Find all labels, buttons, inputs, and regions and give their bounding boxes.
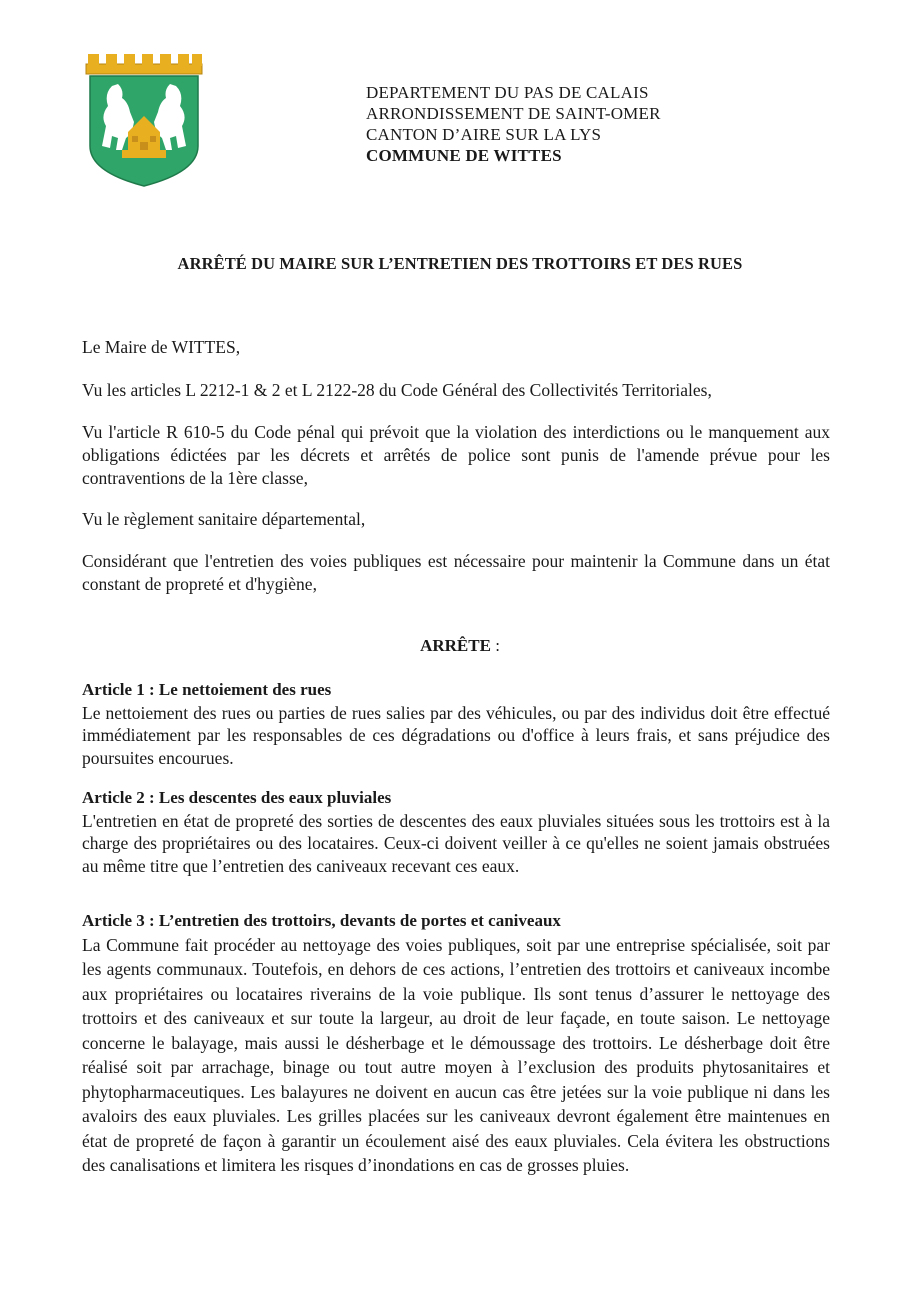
intro-vu-reglement: Vu le règlement sanitaire départemental, <box>82 509 366 529</box>
intro-vu-code-penal: Vu l'article R 610-5 du Code pénal qui prévoit que la violation des interdictions ou le manquement aux obligations édictées par les décrets et arrêtés de police sont punis de l'amende prévue pour les contraventions de la 1ère classe, <box>82 422 830 488</box>
header-departement: DEPARTEMENT DU PAS DE CALAIS <box>366 83 649 102</box>
header-canton: CANTON D’AIRE SUR LA LYS <box>366 125 602 144</box>
arrete-suffix: : <box>490 636 500 655</box>
article-2 <box>82 787 830 877</box>
article-title: Article 3 : L’entretien des trottoirs, devants de portes et caniveaux <box>82 911 561 930</box>
intro-vu-cgct: Vu les articles L 2212-1 & 2 et L 2122-28 du Code Général des Collectivités Territoriales, <box>82 380 712 400</box>
arrete-label: ARRÊTE <box>420 636 491 655</box>
coat-of-arms-icon <box>82 50 206 188</box>
article-title: Article 2 : Les descentes des eaux pluviales <box>82 788 392 807</box>
article-body: La Commune fait procéder au nettoyage des voies publiques, soit par une entreprise spécialisée, soit par les agents communaux. Toutefois, en dehors de ces actions, l’entretien des trottoirs et caniveaux incombe aux propriétaires ou locataires riverains de la voie publique. Ils sont tenus d’assurer le nettoyage des trottoirs et des caniveaux et sur toute la largeur, au droit de leur façade, en toute saison. Le nettoyage concerne le balayage, mais aussi le désherbage et le démoussage des trottoirs. Le désherbage doit être réalisé soit par arrachage, binage ou tout autre moyen à l’exclusion des produits phytosanitaires et phytopharmaceutiques. Les balayures ne doivent en aucun cas être jetées sur la voie publique ni dans les avaloirs des eaux pluviales. Les grilles placées sur les caniveaux devront également être maintenues en état de propreté de façon à garantir un écoulement aisé des eaux pluviales. Cela évitera les obstructions des canalisations et limitera les risques d’inondations en cas de grosses pluies. <box>82 934 830 1175</box>
header-arrondissement: ARRONDISSEMENT DE SAINT-OMER <box>366 104 661 123</box>
article-title: Article 1 : Le nettoiement des rues <box>82 680 332 699</box>
article-1 <box>82 679 830 769</box>
arrete-heading <box>0 636 920 656</box>
article-body: Le nettoiement des rues ou parties de rues salies par des véhicules, ou par des individus doit être effectué immédiatement par les responsables de ces dégradations ou d'office à leurs frais, et sans préjudice des poursuites encourues. <box>82 702 830 768</box>
article-body: L'entretien en état de propreté des sorties de descentes des eaux pluviales situées sous les trottoirs est à la charge des propriétaires ou des locataires. Ceux-ci doivent veiller à ce qu'elles ne soient jamais obstruées au même titre que l’entretien des caniveaux recevant ces eaux. <box>82 810 830 876</box>
article-3 <box>82 910 830 1178</box>
document-title: ARRÊTÉ DU MAIRE SUR L’ENTRETIEN DES TROTTOIRS ET DES RUES <box>177 254 743 273</box>
header-commune: COMMUNE DE WITTES <box>366 146 562 165</box>
intro-maire: Le Maire de WITTES, <box>82 337 241 357</box>
administrative-header <box>366 82 661 166</box>
intro-considerant: Considérant que l'entretien des voies publiques est nécessaire pour maintenir la Commune dans un état constant de propreté et d'hygiène, <box>82 551 830 594</box>
